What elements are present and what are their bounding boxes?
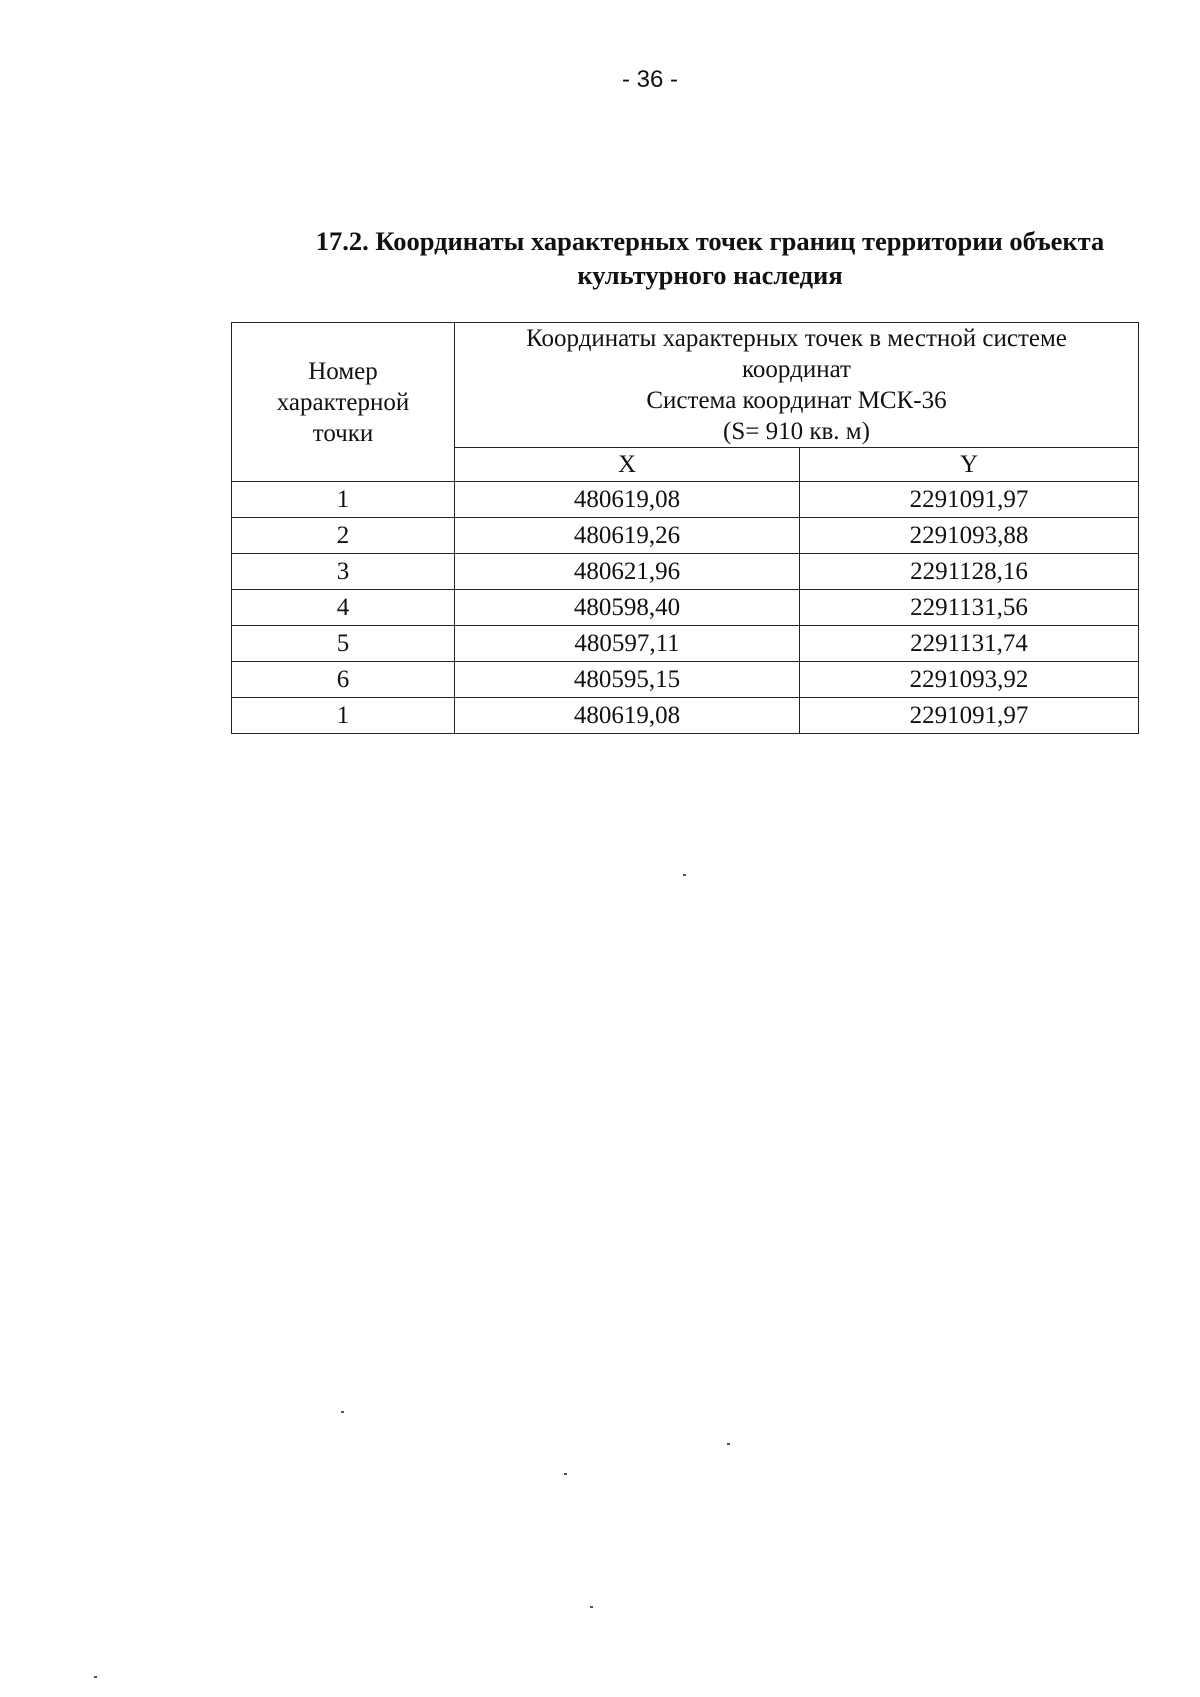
section-title-line-1: 17.2. Координаты характерных точек границ территории объекта [315,226,1105,256]
x-coordinate-cell: 480595,15 [455,662,800,698]
x-coordinate-cell: 480619,08 [455,482,800,518]
scan-speck [590,1606,593,1608]
scan-speck [564,1473,567,1475]
section-title-line-2: культурного наследия [577,260,843,290]
point-number-cell: 3 [232,554,455,590]
table-row [232,482,1139,518]
table-row [232,554,1139,590]
y-coordinate-cell: 2291131,56 [800,590,1139,626]
point-number-cell: 6 [232,662,455,698]
coord-header-line: (S= 910 кв. м) [723,418,870,445]
coordinates-header [455,323,1139,448]
table-row [232,590,1139,626]
x-coordinate-cell: 480597,11 [455,626,800,662]
scan-speck [683,874,686,876]
x-column-header: X [455,448,800,482]
x-coordinate-cell: 480621,96 [455,554,800,590]
x-coordinate-cell: 480598,40 [455,590,800,626]
scan-speck [341,1411,344,1413]
scan-speck [727,1443,730,1445]
y-coordinate-cell: 2291091,97 [800,482,1139,518]
point-number-cell: 1 [232,482,455,518]
x-coordinate-cell: 480619,08 [455,698,800,734]
page-number: - 36 - [621,66,678,93]
point-header-line: характерной [276,388,410,416]
table-row [232,662,1139,698]
point-header-line: точки [312,419,374,447]
scan-speck [94,1676,97,1678]
point-number-cell: 4 [232,590,455,626]
point-header-line: Номер [308,357,378,385]
table-row [232,518,1139,554]
table-row [232,626,1139,662]
point-number-cell: 1 [232,698,455,734]
coord-header-line: Система координат МСК-36 [646,387,947,414]
x-coordinate-cell: 480619,26 [455,518,800,554]
y-coordinate-cell: 2291128,16 [800,554,1139,590]
table-row [232,698,1139,734]
section-title [270,224,1150,292]
table-header-row [232,323,1139,448]
table-body [232,482,1139,734]
coord-header-line: Координаты характерных точек в местной системе [526,325,1067,352]
point-number-cell: 5 [232,626,455,662]
point-number-cell: 2 [232,518,455,554]
coordinates-table [231,322,1139,734]
coord-header-line: координат [742,356,851,383]
y-coordinate-cell: 2291093,88 [800,518,1139,554]
y-coordinate-cell: 2291131,74 [800,626,1139,662]
point-number-header [232,323,455,482]
y-coordinate-cell: 2291091,97 [800,698,1139,734]
y-coordinate-cell: 2291093,92 [800,662,1139,698]
y-column-header: Y [800,448,1139,482]
